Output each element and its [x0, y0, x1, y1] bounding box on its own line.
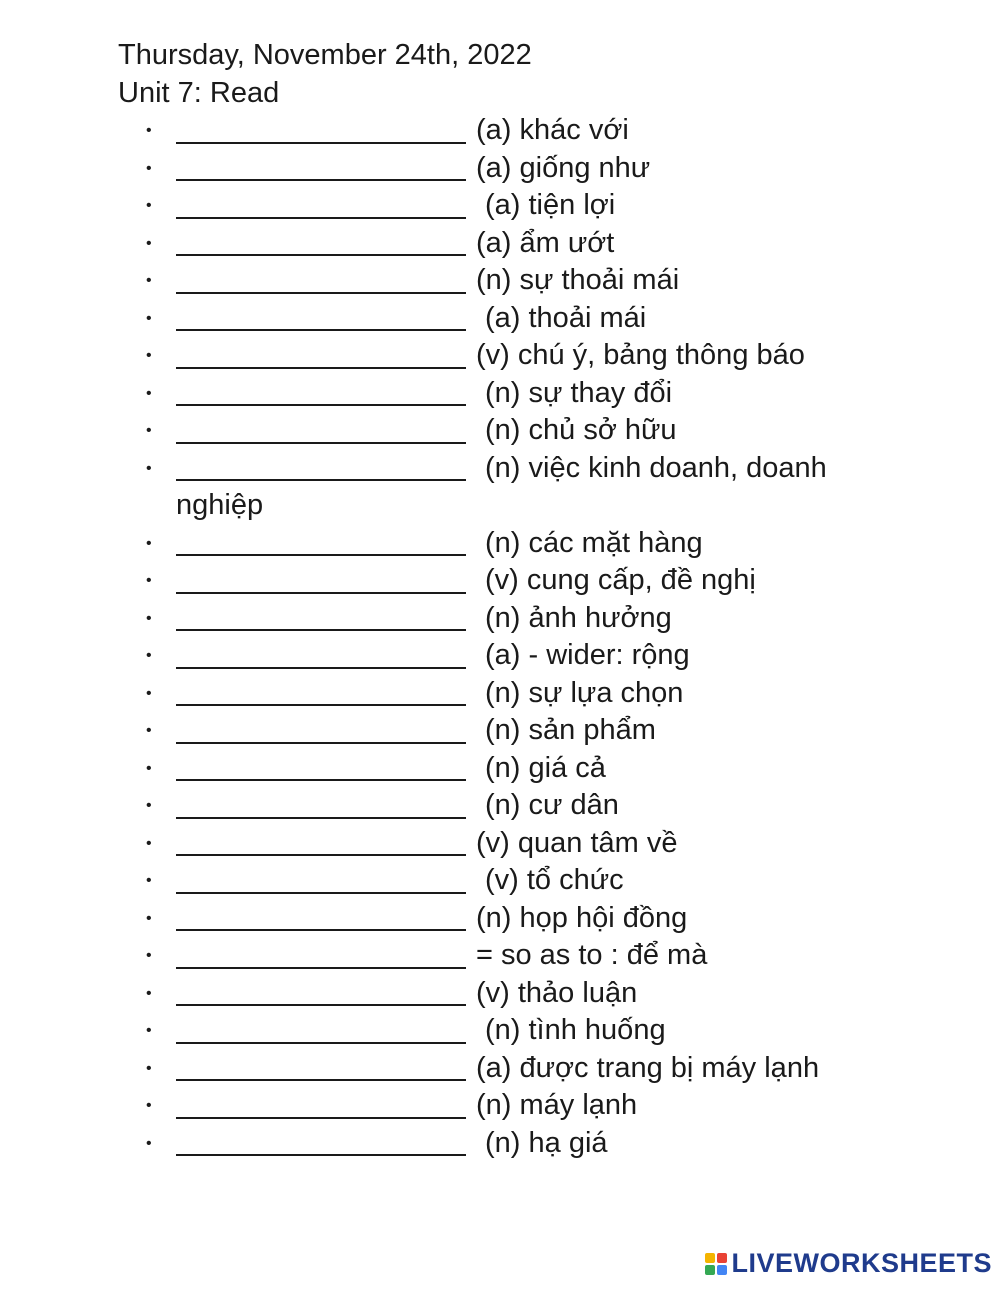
- bullet-icon: •: [146, 572, 152, 589]
- vocab-meaning: (a) khác với: [476, 114, 629, 146]
- answer-blank[interactable]: [176, 637, 466, 675]
- vocab-meaning: (a) được trang bị máy lạnh: [476, 1051, 820, 1084]
- answer-blank[interactable]: [176, 1012, 466, 1050]
- vocab-item: [0, 900, 1000, 938]
- bullet-icon: •: [146, 422, 152, 439]
- vocab-meaning: (v) thảo luận: [476, 976, 638, 1009]
- vocab-item: [0, 337, 1000, 375]
- vocab-item: [0, 787, 1000, 825]
- bullet-icon: •: [146, 984, 152, 1002]
- vocab-meaning: (n) sự lựa chọn: [485, 676, 684, 709]
- bullet-icon: •: [146, 1022, 152, 1039]
- answer-blank[interactable]: [176, 375, 466, 413]
- vocab-item: [0, 187, 1000, 225]
- answer-blank[interactable]: [176, 975, 466, 1013]
- vocab-meaning: (v) tổ chức: [485, 864, 624, 896]
- bullet-icon: •: [146, 909, 152, 927]
- bullet-icon: •: [146, 834, 152, 852]
- bullet-icon: •: [146, 384, 152, 402]
- vocab-meaning: (a) giống như: [476, 151, 651, 184]
- liveworksheets-logo-icon: [705, 1253, 727, 1275]
- vocab-item: [0, 1012, 1000, 1050]
- answer-blank[interactable]: [176, 862, 466, 900]
- vocab-item: [0, 750, 1000, 788]
- bullet-icon: •: [146, 722, 152, 739]
- answer-blank[interactable]: [176, 450, 466, 488]
- vocab-item: [0, 450, 1000, 525]
- answer-blank[interactable]: [176, 1050, 466, 1088]
- bullet-icon: •: [146, 759, 152, 777]
- answer-blank[interactable]: [176, 937, 466, 975]
- answer-blank[interactable]: [176, 1125, 466, 1163]
- bullet-icon: •: [146, 459, 152, 477]
- liveworksheets-logo[interactable]: [705, 1248, 992, 1279]
- vocab-meaning: (n) cư dân: [485, 789, 619, 821]
- unit-title: Unit 7: Read: [118, 77, 280, 109]
- logo-text: LIVEWORKSHEETS: [731, 1248, 992, 1278]
- answer-blank[interactable]: [176, 187, 466, 225]
- vocab-item: [0, 1125, 1000, 1163]
- bullet-icon: •: [146, 647, 152, 664]
- vocab-meaning: = so as to : để mà: [476, 939, 708, 971]
- vocab-item: [0, 600, 1000, 638]
- vocab-item: [0, 150, 1000, 188]
- answer-blank[interactable]: [176, 262, 466, 300]
- vocab-meaning: (n) hạ giá: [485, 1126, 608, 1159]
- vocab-item: [0, 637, 1000, 675]
- answer-blank[interactable]: [176, 225, 466, 263]
- vocab-meaning: (v) chú ý, bảng thông báo: [476, 339, 805, 371]
- vocab-item: [0, 825, 1000, 863]
- answer-blank[interactable]: [176, 150, 466, 188]
- vocab-item: [0, 675, 1000, 713]
- vocab-item: [0, 300, 1000, 338]
- vocab-meaning: (n) việc kinh doanh, doanh: [485, 451, 827, 484]
- vocab-meaning: (a) thoải mái: [485, 301, 647, 334]
- answer-blank[interactable]: [176, 712, 466, 750]
- answer-blank[interactable]: [176, 675, 466, 713]
- bullet-icon: •: [146, 122, 152, 139]
- vocab-meaning: (n) sự thay đổi: [485, 376, 673, 409]
- answer-blank[interactable]: [176, 825, 466, 863]
- vocab-item: [0, 375, 1000, 413]
- bullet-icon: •: [146, 159, 152, 177]
- vocab-meaning: (n) máy lạnh: [476, 1089, 638, 1121]
- vocab-item: [0, 525, 1000, 563]
- vocab-item: [0, 412, 1000, 450]
- vocab-meaning: (v) cung cấp, đề nghị: [485, 564, 756, 596]
- vocab-item: [0, 937, 1000, 975]
- vocab-item: [0, 562, 1000, 600]
- bullet-icon: •: [146, 272, 152, 289]
- vocab-meaning-continued: nghiệp: [176, 489, 264, 521]
- vocab-item: [0, 712, 1000, 750]
- vocab-meaning: (n) chủ sở hữu: [485, 414, 677, 446]
- vocab-item: [0, 862, 1000, 900]
- bullet-icon: •: [146, 534, 152, 552]
- bullet-icon: •: [146, 347, 152, 364]
- vocab-meaning: (n) giá cả: [485, 751, 606, 784]
- vocabulary-list: [0, 112, 1000, 1162]
- answer-blank[interactable]: [176, 1087, 466, 1125]
- vocab-meaning: (n) sự thoải mái: [476, 264, 680, 296]
- vocab-item: [0, 112, 1000, 150]
- answer-blank[interactable]: [176, 787, 466, 825]
- bullet-icon: •: [146, 197, 152, 214]
- vocab-meaning: (n) các mặt hàng: [485, 526, 703, 559]
- answer-blank[interactable]: [176, 525, 466, 563]
- answer-blank[interactable]: [176, 600, 466, 638]
- bullet-icon: •: [146, 872, 152, 889]
- vocab-meaning: (a) ẩm ướt: [476, 226, 615, 259]
- answer-blank[interactable]: [176, 750, 466, 788]
- answer-blank[interactable]: [176, 337, 466, 375]
- vocab-item: [0, 1050, 1000, 1088]
- answer-blank[interactable]: [176, 900, 466, 938]
- answer-blank[interactable]: [176, 300, 466, 338]
- vocab-meaning: (n) tình huống: [485, 1014, 666, 1046]
- vocab-meaning: (a) - wider: rộng: [485, 639, 690, 671]
- bullet-icon: •: [146, 1097, 152, 1114]
- bullet-icon: •: [146, 234, 152, 252]
- answer-blank[interactable]: [176, 112, 466, 150]
- vocab-item: [0, 975, 1000, 1013]
- vocab-item: [0, 262, 1000, 300]
- vocab-item: [0, 1087, 1000, 1125]
- bullet-icon: •: [146, 609, 152, 627]
- bullet-icon: •: [146, 947, 152, 964]
- bullet-icon: •: [146, 1134, 152, 1152]
- vocab-meaning: (n) sản phẩm: [485, 714, 656, 746]
- bullet-icon: •: [146, 797, 152, 814]
- vocab-meaning: (a) tiện lợi: [485, 189, 616, 221]
- vocab-meaning: (v) quan tâm về: [476, 826, 678, 859]
- answer-blank[interactable]: [176, 562, 466, 600]
- page-date: Thursday, November 24th, 2022: [118, 39, 532, 71]
- bullet-icon: •: [146, 684, 152, 702]
- vocab-item: [0, 225, 1000, 263]
- vocab-meaning: (n) ảnh hưởng: [485, 601, 672, 634]
- vocab-meaning: (n) họp hội đồng: [476, 901, 688, 934]
- bullet-icon: •: [146, 309, 152, 327]
- answer-blank[interactable]: [176, 412, 466, 450]
- bullet-icon: •: [146, 1059, 152, 1077]
